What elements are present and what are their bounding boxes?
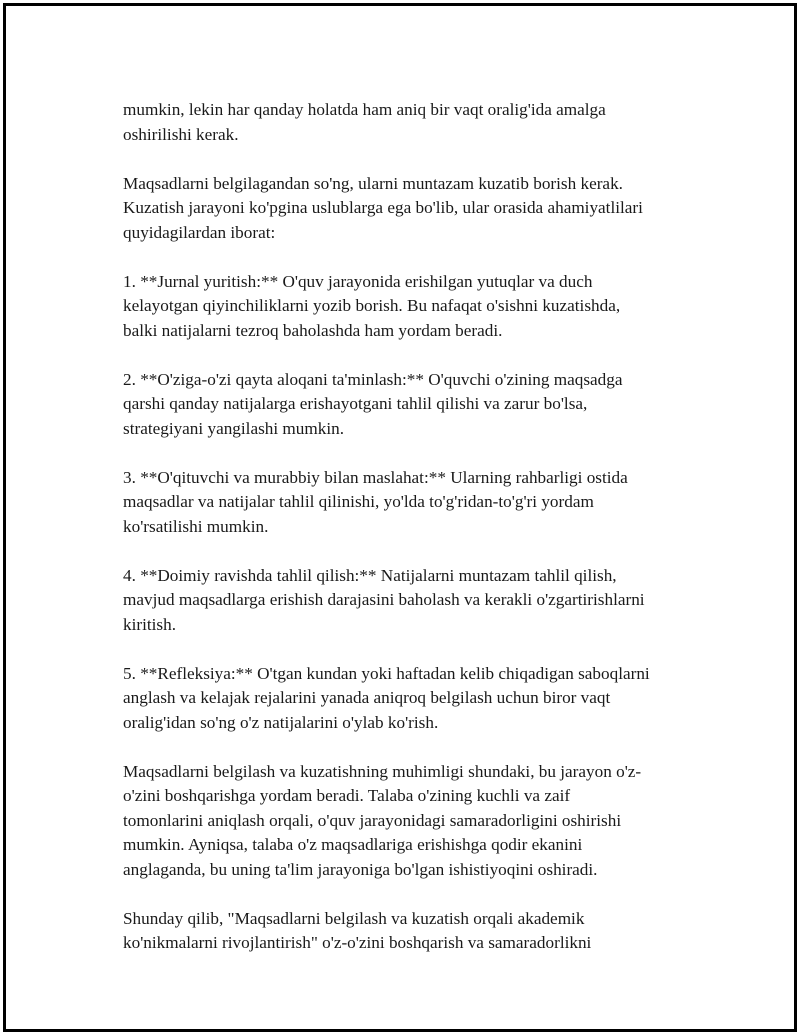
paragraph-tracking-intro: Maqsadlarni belgilagandan so'ng, ularni muntazam kuzatib borish kerak. Kuzatish jarayoni ko'pgina uslublarga ega bo'lib, ular orasida ahamiyatlilari quyidagilardan iborat: — [123, 173, 643, 242]
paragraph-importance: Maqsadlarni belgilash va kuzatishning muhimligi shundaki, bu jarayon o'z- o'zini boshqarishga yordam beradi. Talaba o'zining kuchli va zaif tomonlarini aniqlash orqali, o'quv jarayonidagi samaradorligini oshirishi mumkin. Ayniqsa, talaba o'z maqsadlariga erishishga qodir ekanini anglaganda, bu uning ta'lim jarayoniga bo'lgan ishistiyoqini oshiradi. — [123, 761, 642, 879]
list-item-reflection: 5. **Refleksiya:** O'tgan kundan yoki haftadan kelib chiqadigan saboqlarni anglash va kelajak rejalarini yanada aniqroq belgilash uchun biror vaqt oralig'idan so'ng o'z natijalarini o'ylab ko'rish. — [123, 663, 650, 732]
list-item-regular-analysis: 4. **Doimiy ravishda tahlil qilish:** Natijalarni muntazam tahlil qilish, mavjud maqsadlarga erishish darajasini baholash va kerakli o'zgartirishlarni kiritish. — [123, 565, 645, 634]
page-body — [123, 98, 693, 956]
list-item-teacher-consultation: 3. **O'qituvchi va murabbiy bilan maslahat:** Ularning rahbarligi ostida maqsadlar va natijalar tahlil qilinishi, yo'lda to'g'ridan-to'g'ri yordam ko'rsatilishi mumkin. — [123, 467, 628, 536]
paragraph-conclusion: Shunday qilib, "Maqsadlarni belgilash va kuzatish orqali akademik ko'nikmalarni rivojlantirish" o'z-o'zini boshqarish va samaradorlikni — [123, 908, 592, 952]
paragraph-continuation: mumkin, lekin har qanday holatda ham aniq bir vaqt oralig'ida amalga oshirilishi kerak. — [123, 100, 606, 144]
list-item-journal: 1. **Jurnal yuritish:** O'quv jarayonida erishilgan yutuqlar va duch kelayotgan qiyinchiliklarni yozib borish. Bu nafaqat o'sishni kuzatishda, balki natijalarni tezroq baholashda ham yordam beradi. — [123, 271, 621, 340]
list-item-self-feedback: 2. **O'ziga-o'zi qayta aloqani ta'minlash:** O'quvchi o'zining maqsadga qarshi qanday natijalarga erishayotgani tahlil qilishi va zarur bo'lsa, strategiyani yangilashi mumkin. — [123, 369, 623, 438]
page-frame — [3, 3, 797, 1032]
